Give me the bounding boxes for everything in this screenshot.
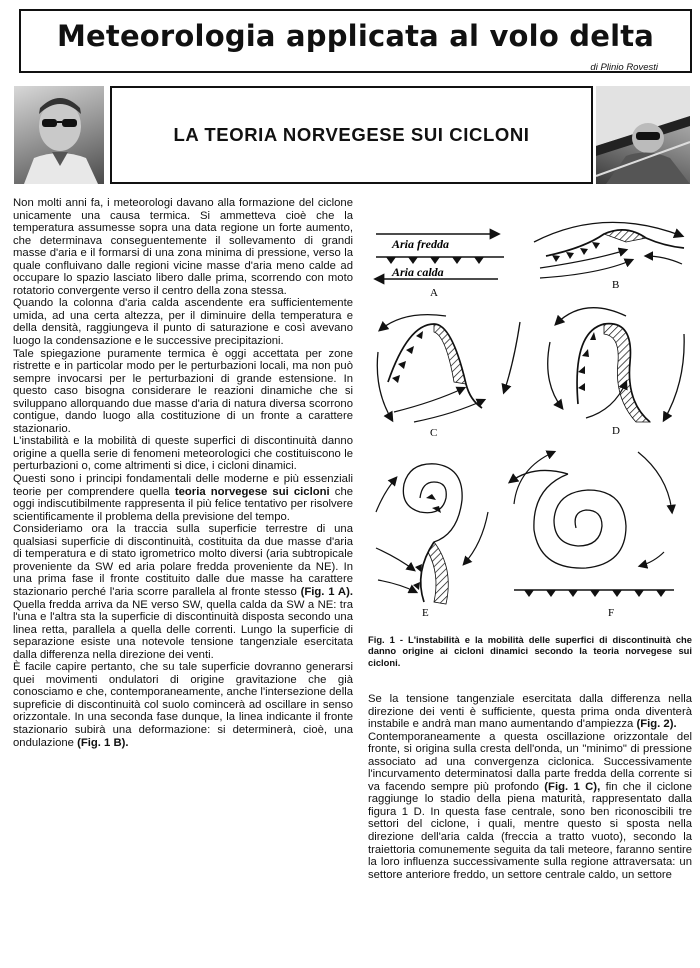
paragraph bbox=[13, 473, 353, 523]
figure-reference: (Fig. 1 A). bbox=[300, 585, 353, 598]
paragraph: Quando la colonna d'aria calda ascendente era sufficientemente umida, ad una certa altezza, per il diminuire della temperatura e della densità, raggiungeva il punto di saturazione e così avevano luogo la condensazione e le successive precipitazioni. bbox=[13, 297, 353, 348]
text-run: Questi sono i principi fondamentali delle moderne e più essenziali teorie per comprendere quella bbox=[13, 473, 353, 498]
panel-f-diagram bbox=[510, 452, 674, 619]
panel-label-c: C bbox=[430, 427, 438, 439]
panel-b-diagram bbox=[534, 222, 684, 291]
paragraph bbox=[13, 661, 353, 749]
figure-reference: (Fig. 2). bbox=[636, 718, 677, 731]
paragraph bbox=[368, 731, 692, 882]
panel-label-b: B bbox=[612, 279, 620, 291]
main-title: Meteorologia applicata al volo delta bbox=[56, 19, 655, 53]
label-cold-air: Aria fredda bbox=[392, 237, 449, 251]
panel-label-e: E bbox=[422, 607, 429, 619]
left-text-column bbox=[13, 197, 353, 749]
text-run: Contemporaneamente a questa oscillazione orizzontale del fronte, si origina sulla cresta dell'onda, un "minimo" di pressione associato ad una convergenza ciclonica. Successivamente l'incurvamento determinatosi dalla parte fredda della corrente si va facendo sempre più profondo bbox=[368, 730, 692, 793]
paragraph: L'instabilità e la mobilità di queste superfici di discontinuità danno origine a quella serie di fenomeni meteorologici che costituiscono le perturbazioni o, come altrimenti si dice, i cicloni dinamici. bbox=[13, 435, 353, 473]
panel-label-d: D bbox=[612, 425, 620, 437]
label-warm-air: Aria calda bbox=[392, 265, 444, 279]
panel-e-diagram bbox=[376, 464, 488, 619]
paragraph bbox=[368, 693, 692, 731]
pilot-photo bbox=[596, 86, 690, 184]
text-run: fin che il ciclone raggiunge lo stadio della piena maturità, rappresentato dalla figura 1 D. In questa fase centrale, sono ben riconoscibili tre settori del ciclone, i quali, mentre questo si sposta nella direzione dell'aria calda (freccia a tratto vuoto), secondo la traiettoria comunemente seguita da tali meteore, faranno sentire la loro influenza successivamente sulla regione attraversata: un settore anteriore freddo, un settore centrale caldo, un settore bbox=[368, 780, 693, 881]
right-text-column bbox=[368, 693, 692, 881]
figure-reference: (Fig. 1 B). bbox=[77, 736, 129, 749]
panel-label-f: F bbox=[608, 607, 615, 619]
figure-caption: Fig. 1 - L'instabilità e la mobilità delle superfici di discontinuità che danno origine ai cicloni dinamici secondo la teoria norvegese sui cicloni. bbox=[368, 634, 692, 668]
subtitle-box bbox=[110, 86, 593, 184]
text-run: che oggi indiscutibilmente rappresenta il più felice tentativo per risolvere scientificamente il problema della previsione del tempo. bbox=[13, 485, 354, 523]
paragraph: Tale spiegazione puramente termica è oggi accettata per zone ristrette e in particolar modo per le perturbazioni locali, ma non può sempre invocarsi per le perturbazioni di grande estensione. In questo caso bisogna considerare le reazioni dinamiche che si sviluppano allorquando due masse d'aria di natura diversa scorrono contigue, dando luogo alla costituzione di un fronte a carattere stazionario. bbox=[13, 347, 353, 435]
figure-reference: (Fig. 1 C), bbox=[544, 780, 601, 793]
panel-label-a: A bbox=[430, 287, 438, 299]
panel-d-diagram bbox=[548, 308, 684, 437]
panel-c-diagram bbox=[377, 315, 520, 439]
panel-a-diagram bbox=[376, 234, 504, 299]
cyclone-figure bbox=[364, 212, 694, 624]
text-run: Se la tensione tangenziale esercitata dalla differenza nella direzione dei venti è sufficiente, questa prima onda diventerà instabile e andrà man mano aumentando d'ampiezza bbox=[368, 693, 692, 731]
author-photo bbox=[14, 86, 104, 184]
emphasis-text: teoria norvegese sui cicloni bbox=[174, 485, 330, 498]
paragraph: Non molti anni fa, i meteorologi davano alla formazione del ciclone unicamente una causa termica. Si ammetteva cioè che la temperatura assumesse sopra una data regione un forte aumento, che determinava conseguentemente il sollevamento di grandi masse d'aria e il formarsi di una zona minima di pressione, verso la quale confluivano dalle regioni vicine masse d'aria meno calde ad occupare lo spazio lasciato libero dalle prima, scorrendo con moto rotatorio convergente verso il centro della zona stessa. bbox=[13, 197, 353, 297]
text-run: Consideriamo ora la traccia sulla superficie terrestre di una qualsiasi superficie di discontinuità, costituita da due masse d'aria di temperatura e di stato igrometrico molto diversi (aria subtropicale proveniente da SW ed aria polare fredda proveniente da NE). In una prima fase il fronte costituito dalle due masse ha carattere stazionario perché l'aria scorre parallela al fronte stesso bbox=[13, 523, 353, 598]
title-box bbox=[19, 9, 692, 73]
author-byline: di Plinio Rovesti bbox=[590, 62, 658, 73]
article-subtitle: LA TEORIA NORVEGESE SUI CICLONI bbox=[173, 124, 530, 145]
text-run: È facile capire pertanto, che su tale superficie dovranno generarsi quei movimenti ondulatori di origine gravitazione che già conosciamo e che, contemporaneamente, anche l'intersezione della supreficie di discontinuità col suolo comincerà ad oscillare in senso orizzontale. In una seconda fase dunque, la linea indicante il fronte stazionario subirà una deformazione: si determinerà, cioè, una ondulazione bbox=[13, 661, 354, 749]
text-run: Quella fredda arriva da NE verso SW, quella calda da SW a NE: tra l'una e l'altra sta la superficie di discontinuità disposta secondo una linea retta, parallela a quella delle correnti. Lungo la superficie di separazione esiste una notevole tensione tangenziale esercitata dalla differenza nella direzione dei venti. bbox=[13, 598, 353, 661]
paragraph bbox=[13, 523, 353, 661]
